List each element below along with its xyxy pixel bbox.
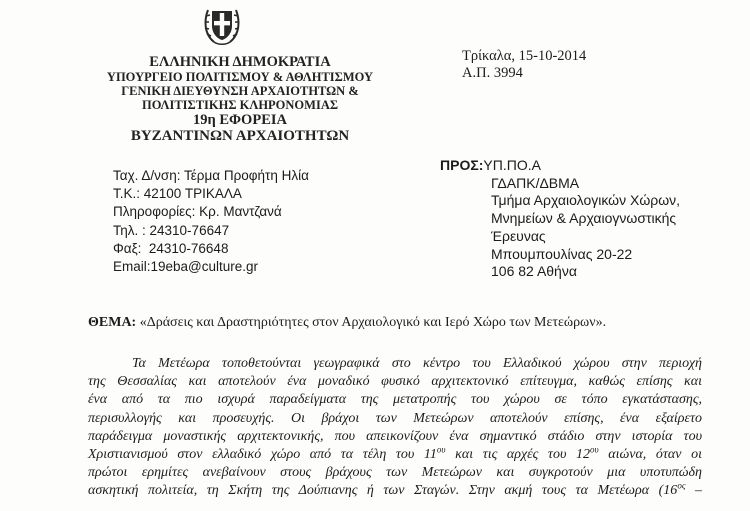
contact-postcode: Τ.Κ.: 42100 ΤΡΙΚΑΛΑ [113, 186, 242, 202]
recipient-line: Μνημείων & Αρχαιογνωστικής [491, 210, 677, 227]
issuer-heading [60, 54, 420, 145]
subject-label: ΘΕΜΑ: [88, 315, 137, 330]
recipient-ministry: ΥΠ.ΠΟ.Α [483, 157, 541, 173]
contact-address: Ταχ. Δ/νση: Τέρμα Προφήτη Ηλία [113, 168, 309, 183]
recipient-line: Έρευνας [491, 227, 546, 244]
body-line: παράδειγμα μοναστικής αρχιτεκτονικής, που απεικονίζουν ένα σημαντικό στάδιο στην ιστορία του [88, 428, 702, 444]
heading-directorate: ΓΕΝΙΚΗ ΔΙΕΥΘΥΝΣΗ ΑΡΧΑΙΟΤΗΤΩΝ & [121, 84, 359, 98]
contact-block [113, 167, 309, 276]
heading-heritage: ΠΟΛΙΤΙΣΤΙΚΗΣ ΚΛΗΡΟΝΟΜΙΑΣ [141, 98, 339, 112]
body-text: – [685, 483, 703, 499]
body-text: ασκητική πολιτεία, τη Σκήτη της Δούπιανης ή των Σταγών. Στην ακμή τους τα Μετέωρα (16 [88, 483, 678, 499]
subject-line [88, 315, 606, 331]
recipient-line: 106 82 Αθήνα [491, 263, 577, 280]
contact-info-person: Πληροφορίες: Κρ. Μαντζανά [113, 204, 282, 220]
contact-fax: Φαξ: 24310-76648 [113, 240, 229, 256]
subject-text: «Δράσεις και Δραστηριότητες στον Αρχαιολογικό και Ιερό Χώρο των Μετεώρων». [139, 315, 607, 330]
recipient-block [440, 157, 680, 281]
body-text: και τις αρχές του 12 [445, 447, 590, 463]
body-text: Χριστιανισμού στον ελλαδικό χώρο από τα τέλη του 11 [88, 447, 437, 463]
superscript: ου [589, 444, 599, 455]
body-line: πρώτοι ερημίτες ανεβαίνουν στους βράχους των Μετεώρων και συγκροτούν μια υποτυπώδη [88, 465, 702, 481]
heading-ephorate: 19η ΕΦΟΡΕΙΑ [193, 112, 287, 128]
superscript: ος [677, 480, 686, 491]
body-line [88, 482, 702, 500]
recipient-line: Μπουμπουλίνας 20-22 [491, 245, 633, 262]
body-line: της Θεσσαλίας και αποτελούν ένα μοναδικό φυσικό αρχιτεκτονικό επίτευγμα, καθώς επίσης και [88, 374, 702, 390]
body-text: αιώνα, όταν οι [598, 447, 702, 463]
place-date: Τρίκαλα, 15-10-2014 [462, 48, 587, 64]
body-line: ένα από τα πιο ισχυρά παραδείγματα της μετατροπής του χώρου σε τόπο εγκατάστασης, [88, 392, 702, 408]
superscript: ου [436, 444, 446, 455]
contact-email: Email:19eba@culture.gr [113, 259, 259, 275]
greek-coat-of-arms-icon [200, 4, 244, 48]
body-line: Τα Μετέωρα τοποθετούνται γεωγραφικά στο κέντρο του Ελλαδικού χώρου στην περιοχή [132, 356, 702, 371]
heading-ministry: ΥΠΟΥΡΓΕΙΟ ΠΟΛΙΤΙΣΜΟΥ & ΑΘΛΗΤΙΣΜΟΥ [106, 70, 374, 84]
contact-phone: Τηλ. : 24310-76647 [113, 222, 230, 238]
body-line [88, 446, 702, 464]
date-block [462, 48, 586, 82]
heading-republic: ΕΛΛΗΝΙΚΗ ΔΗΜΟΚΡΑΤΙΑ [149, 54, 331, 70]
protocol-number: Α.Π. 3994 [462, 65, 523, 81]
recipient-line: Τμήμα Αρχαιολογικών Χώρων, [491, 192, 681, 209]
recipient-line: ΓΔΑΠΚ/ΔΒΜΑ [491, 174, 580, 191]
heading-antiquities: ΒΥΖΑΝΤΙΝΩΝ ΑΡΧΑΙΟΤΗΤΩΝ [130, 128, 350, 144]
body-paragraph [88, 355, 702, 501]
recipient-label: ΠΡΟΣ: [440, 157, 484, 173]
body-line: περισυλλογής και προσευχής. Οι βράχοι των Μετεώρων αποτελούν επίσης, ένα εξαίρετο [88, 410, 702, 426]
